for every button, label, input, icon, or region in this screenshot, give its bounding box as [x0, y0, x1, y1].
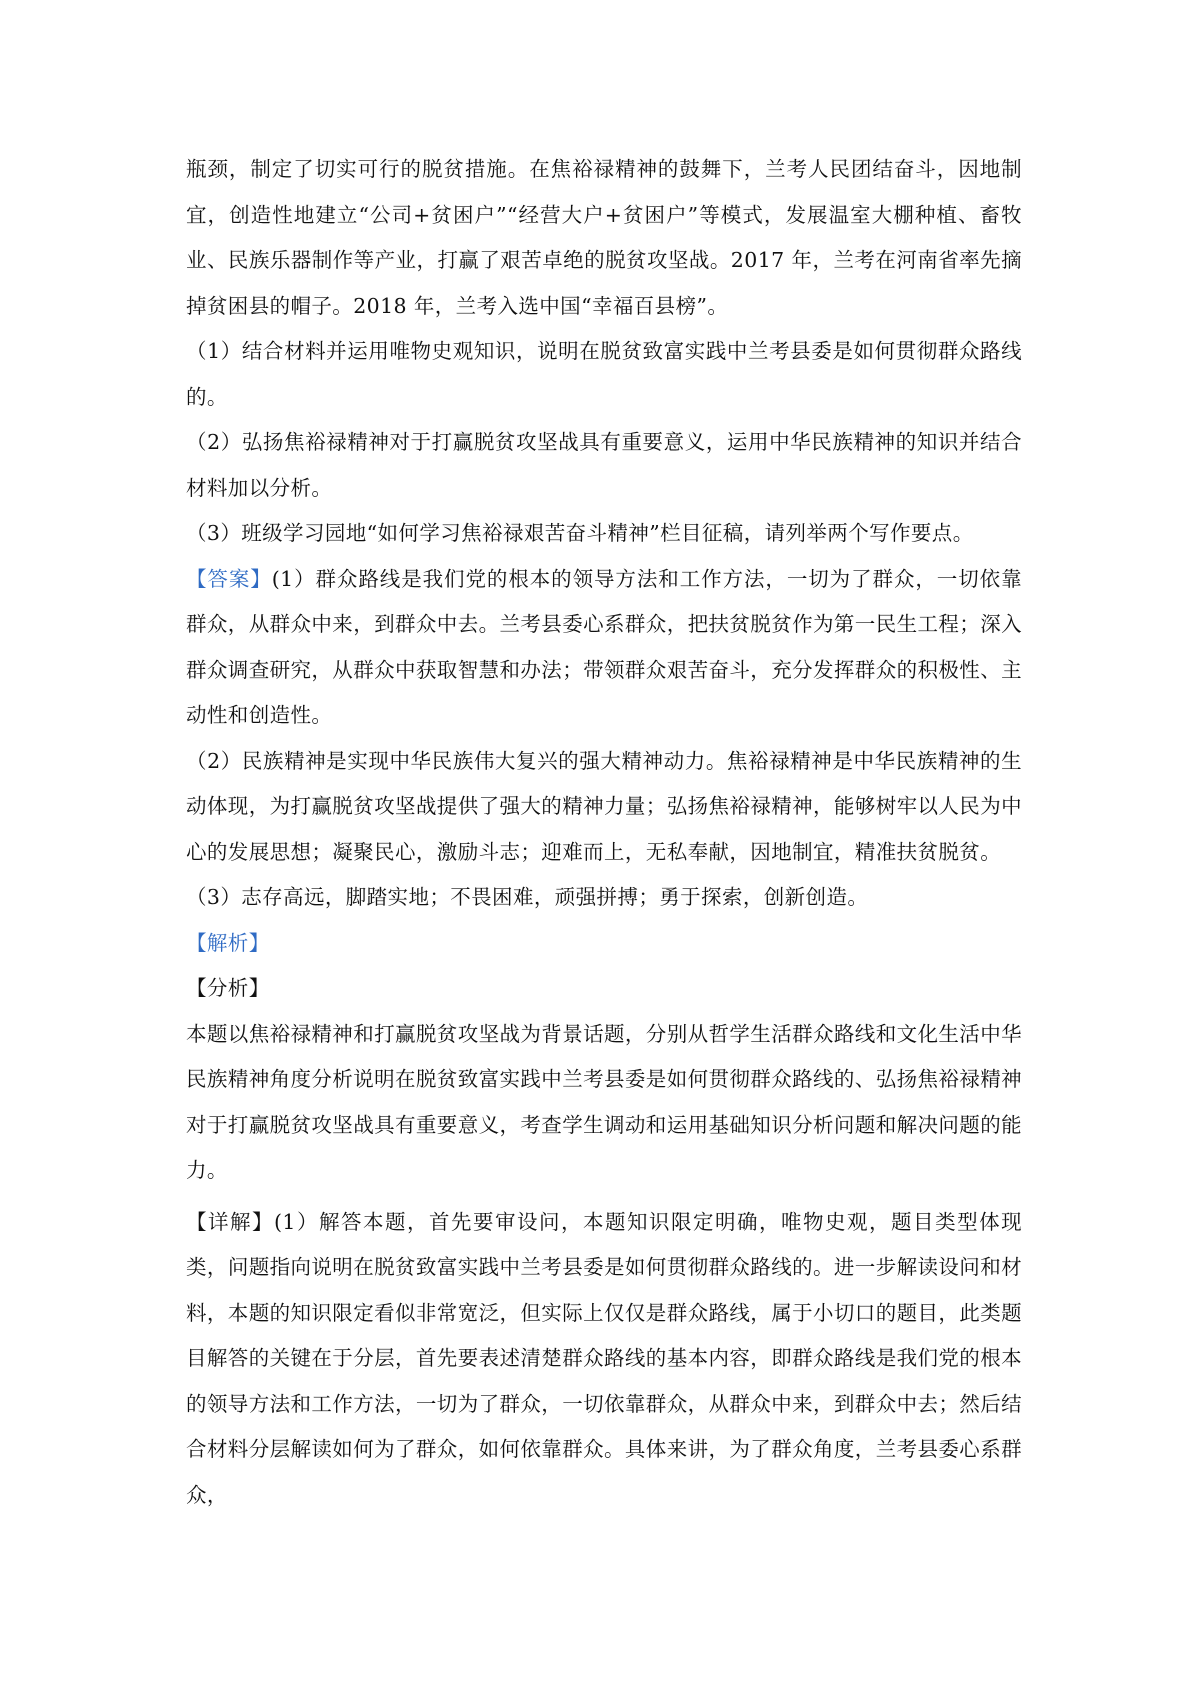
- question-1: （1）结合材料并运用唯物史观知识，说明在脱贫致富实践中兰考县委是如何贯彻群众路线的。: [186, 339, 1022, 409]
- analysis-sub-label: [186, 966, 1022, 1012]
- detail-text-rest: 问题指向说明在脱贫致富实践中兰考县委是如何贯彻群众路线的。进一步解读设问和材料，本题的知识限定看似非常宽泛，但实际上仅仅是群众路线，属于小切口的题目，此类题目解答的关键在于分层，首先要表述清楚群众路线的基本内容，即群众路线是我们党的根本的领导方法和工作方法，一切为了群众，一切依靠群众，从群众中来，到群众中去；然后结合材料分层解读如何为了群众，如何依靠群众。具体来讲，为了群众角度，兰考县委心系群众，: [186, 1255, 1023, 1507]
- answer-part-1-text: (1）群众路线是我们党的根本的领导方法和工作方法，一切为了群众，一切依靠群众，从群众中来，到群众中去。兰考县委心系群众，把扶贫脱贫作为第一民生工程；深入群众调查研究，从群众中获取智慧和办法；带领群众艰苦奋斗，充分发挥群众的积极性、主动性和创造性。: [186, 566, 1022, 727]
- detail-paragraph: [186, 1200, 1022, 1519]
- material-paragraph: 瓶颈，制定了切实可行的脱贫措施。在焦裕禄精神的鼓舞下，兰考人民团结奋斗，因地制宜，创造性地建立“公司+贫困户”“经营大户+贫困户”等模式，发展温室大棚种植、畜牧业、民族乐器制作等产业，打赢了艰苦卓绝的脱贫攻坚战。2017 年，兰考在河南省率先摘掉贫困县的帽子。2018 年，兰考入选中国“幸福百县榜”。: [186, 157, 1022, 318]
- answer-part-1: [186, 557, 1022, 739]
- analysis-label: [186, 921, 1022, 967]
- detail-num: (1）: [274, 1209, 319, 1234]
- answer-part-2: （2）民族精神是实现中华民族伟大复兴的强大精神动力。焦裕禄精神是中华民族精神的生动体现，为打赢脱贫攻坚战提供了强大的精神力量；弘扬焦裕禄精神，能够树牢以人民为中心的发展思想；凝聚民心，激励斗志；迎难而上，无私奉献，因地制宜，精准扶贫脱贫。: [186, 748, 1022, 864]
- detail-label: 【详解】: [186, 1209, 275, 1234]
- question-3: （3）班级学习园地“如何学习焦裕禄艰苦奋斗精神”栏目征稿，请列举两个写作要点。: [186, 521, 974, 545]
- answer-part-3: （3）志存高远，脚踏实地；不畏困难，顽强拼搏；勇于探索，创新创造。: [186, 885, 869, 909]
- detail-text-first: 解答本题，首先要审设问，本题知识限定明确，唯物史观，题目类型体现类，: [186, 1209, 1022, 1279]
- answer-label: 【答案】: [186, 566, 272, 591]
- analysis-text: 本题以焦裕禄精神和打赢脱贫攻坚战为背景话题，分别从哲学生活群众路线和文化生活中华民族精神角度分析说明在脱贫致富实践中兰考县委是如何贯彻群众路线的、弘扬焦裕禄精神对于打赢脱贫攻坚战具有重要意义，考查学生调动和运用基础知识分析问题和解决问题的能力。: [186, 1021, 1022, 1182]
- analysis-label-text: 【解析】: [186, 930, 270, 955]
- question-2: （2）弘扬焦裕禄精神对于打赢脱贫攻坚战具有重要意义，运用中华民族精神的知识并结合材料加以分析。: [186, 430, 1022, 500]
- analysis-sub-label-text: 【分析】: [186, 976, 270, 1000]
